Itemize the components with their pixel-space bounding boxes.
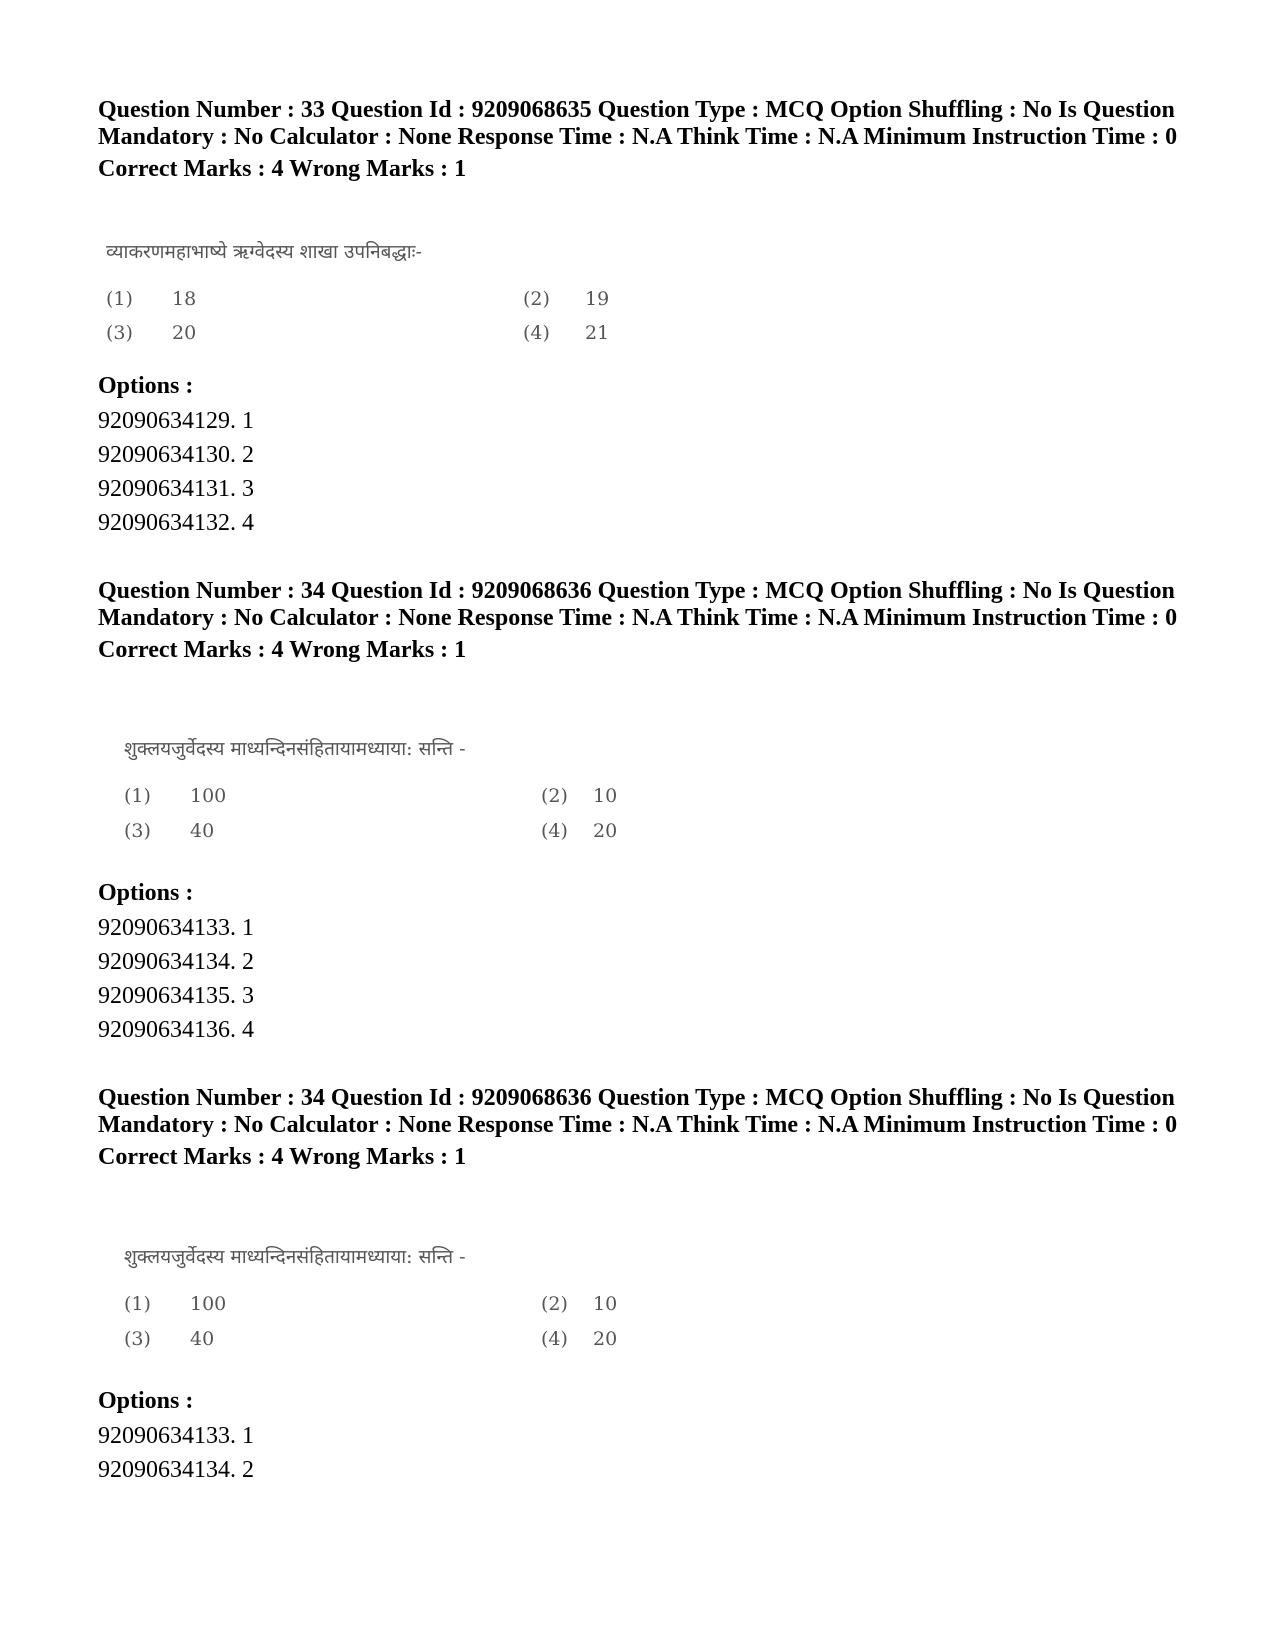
choice-text: 100 xyxy=(190,1293,227,1315)
options-label: Options : xyxy=(98,373,194,399)
choice-text: 18 xyxy=(172,288,197,310)
options-label: Options : xyxy=(98,880,194,906)
option-row: 92090634131. 3 xyxy=(98,476,254,502)
choice-number: (4) xyxy=(541,820,568,842)
option-row: 92090634133. 1 xyxy=(98,915,254,941)
choice-2 xyxy=(541,1293,617,1315)
option-row: 92090634132. 4 xyxy=(98,510,254,536)
options-list xyxy=(98,373,254,540)
choice-number: (4) xyxy=(523,322,550,344)
choice-text: 100 xyxy=(190,785,227,807)
choice-1 xyxy=(124,1293,226,1315)
option-row: 92090634134. 2 xyxy=(98,1457,254,1483)
question-header: Question Number : 34 Question Id : 9209068636 Question Type : MCQ Option Shuffling : No Is Question Mandatory : No Calculator : None Response Time : N.A Think Time : N.A Minimum Instruction Time : 0 xyxy=(98,578,1178,631)
options-list xyxy=(98,880,254,1047)
option-row: 92090634136. 4 xyxy=(98,1017,254,1043)
question-stem: शुक्लयजुर्वेदस्य माध्यन्दिनसंहितायामध्याया: सन्ति - xyxy=(124,1246,466,1268)
choice-text: 40 xyxy=(190,1328,215,1350)
choice-number: (2) xyxy=(523,288,550,310)
choice-1 xyxy=(106,288,196,310)
choice-number: (2) xyxy=(541,785,568,807)
question-image xyxy=(106,238,746,368)
options-list xyxy=(98,1388,254,1487)
choice-number: (4) xyxy=(541,1328,568,1350)
option-row: 92090634129. 1 xyxy=(98,408,254,434)
option-row: 92090634134. 2 xyxy=(98,949,254,975)
question-marks: Correct Marks : 4 Wrong Marks : 1 xyxy=(98,1144,467,1170)
question-block xyxy=(98,97,1188,183)
option-row: 92090634135. 3 xyxy=(98,983,254,1009)
choice-number: (2) xyxy=(541,1293,568,1315)
choice-4 xyxy=(541,820,617,842)
choice-number: (1) xyxy=(124,1293,151,1315)
question-header: Question Number : 34 Question Id : 9209068636 Question Type : MCQ Option Shuffling : No Is Question Mandatory : No Calculator : None Response Time : N.A Think Time : N.A Minimum Instruction Time : 0 xyxy=(98,1085,1178,1138)
choice-text: 40 xyxy=(190,820,215,842)
choice-2 xyxy=(541,785,617,807)
choice-4 xyxy=(541,1328,617,1350)
choice-number: (1) xyxy=(124,785,151,807)
choice-number: (3) xyxy=(124,1328,151,1350)
choice-3 xyxy=(124,820,214,842)
question-image xyxy=(124,735,764,865)
choice-number: (3) xyxy=(106,322,133,344)
choice-3 xyxy=(106,322,196,344)
choice-3 xyxy=(124,1328,214,1350)
question-stem: व्याकरणमहाभाष्ये ऋग्वेदस्य शाखा उपनिबद्धाः- xyxy=(106,241,422,263)
question-marks: Correct Marks : 4 Wrong Marks : 1 xyxy=(98,637,467,663)
choice-1 xyxy=(124,785,226,807)
options-label: Options : xyxy=(98,1388,194,1414)
choice-number: (3) xyxy=(124,820,151,842)
question-image xyxy=(124,1243,764,1373)
choice-text: 20 xyxy=(593,1328,618,1350)
choice-2 xyxy=(523,288,609,310)
question-marks: Correct Marks : 4 Wrong Marks : 1 xyxy=(98,156,467,182)
question-block xyxy=(98,578,1188,664)
choice-text: 21 xyxy=(585,322,610,344)
choice-text: 10 xyxy=(593,785,618,807)
choice-text: 20 xyxy=(593,820,618,842)
choice-text: 20 xyxy=(172,322,197,344)
question-block xyxy=(98,1085,1188,1171)
choice-number: (1) xyxy=(106,288,133,310)
option-row: 92090634130. 2 xyxy=(98,442,254,468)
option-row: 92090634133. 1 xyxy=(98,1423,254,1449)
choice-4 xyxy=(523,322,609,344)
question-stem: शुक्लयजुर्वेदस्य माध्यन्दिनसंहितायामध्याया: सन्ति - xyxy=(124,738,466,760)
choice-text: 10 xyxy=(593,1293,618,1315)
choice-text: 19 xyxy=(585,288,610,310)
question-header: Question Number : 33 Question Id : 9209068635 Question Type : MCQ Option Shuffling : No Is Question Mandatory : No Calculator : None Response Time : N.A Think Time : N.A Minimum Instruction Time : 0 xyxy=(98,97,1178,150)
